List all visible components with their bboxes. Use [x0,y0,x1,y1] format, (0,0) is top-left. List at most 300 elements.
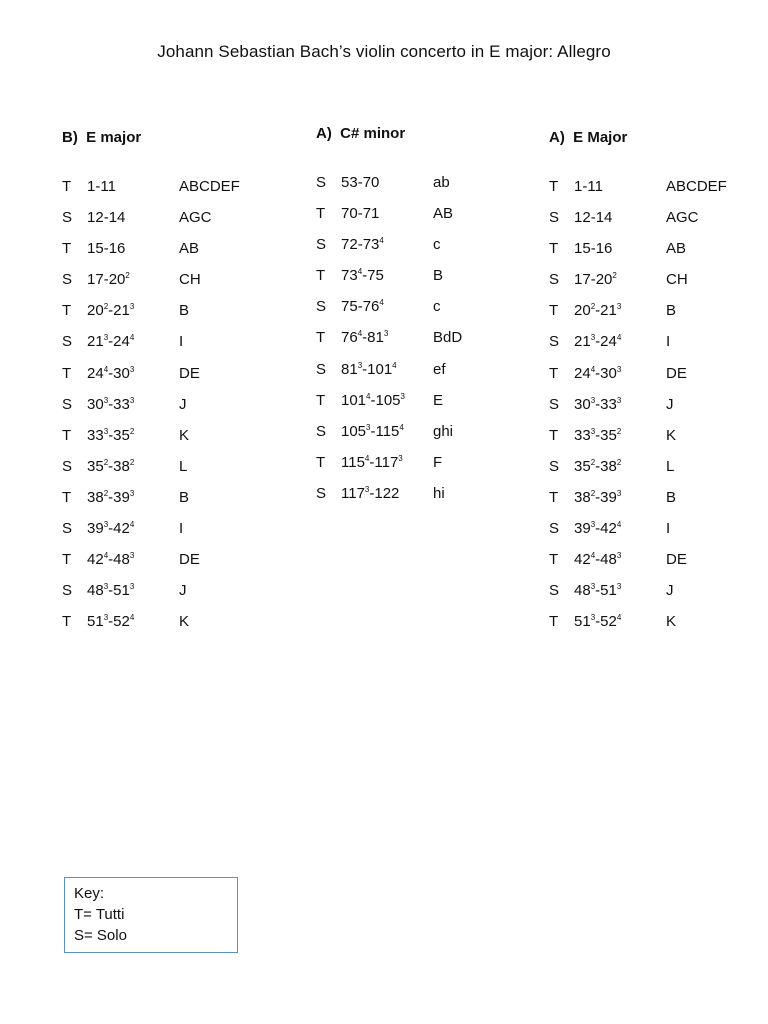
bar-end: 11 [100,178,116,195]
bar-start: 20 [87,302,104,320]
row-bars [87,550,179,570]
bar-range-dash: - [357,298,363,316]
bar-range-dash: - [357,174,363,191]
section-key: C# minor [340,125,406,142]
row-type: S [549,520,560,538]
bar-start: 35 [87,457,104,475]
row-bars [574,332,666,352]
row-bars [574,550,666,570]
row-type: T [62,364,72,382]
table-row [62,426,240,457]
row-bars [574,239,666,259]
bar-end: 42 [113,520,130,538]
row-themes: I [666,333,671,351]
bar-range-dash: - [362,360,368,378]
table-row [316,360,462,391]
row-themes: AB [666,240,687,258]
table-row [62,550,240,581]
row-type: T [549,240,559,258]
bar-start-beat: 3 [103,395,109,405]
row-themes: AB [433,205,454,223]
row-type: S [62,209,73,227]
row-bars [341,204,433,224]
bar-end: 122 [374,484,400,502]
bar-end: 117 [374,453,399,471]
bar-end: 11 [587,178,603,195]
bar-end: 33 [113,395,130,413]
row-themes: I [179,333,184,351]
row-themes: DE [666,364,687,382]
section-key: E major [86,129,142,146]
bar-start: 39 [574,520,591,538]
bar-end: 105 [375,391,401,409]
bar-start-beat: 4 [357,267,363,277]
row-bars [574,364,666,384]
bar-end-beat: 4 [616,333,622,343]
bar-start: 72 [341,236,358,254]
table-row [316,453,462,484]
bar-end: 73 [362,236,380,254]
bar-end: 39 [600,488,617,506]
bar-range-dash: - [95,178,101,195]
bar-start: 35 [574,457,591,475]
key-heading: Key: [74,885,105,902]
bar-start-beat: 3 [366,422,371,432]
row-type: S [549,271,560,289]
bar-end-beat: 3 [129,488,135,498]
bar-start: 12 [574,209,591,227]
table-row [62,301,240,332]
bar-start-beat: 3 [357,360,363,370]
bar-start-beat: 2 [103,302,109,312]
row-type: S [62,395,73,413]
row-bars [87,581,179,601]
row-type: T [62,488,72,506]
bar-range-dash: - [108,551,114,569]
bar-start: 15 [574,240,591,258]
bar-range-dash: - [595,520,601,538]
table-row [549,332,727,363]
bar-end: 76 [362,298,380,316]
bar-end-beat: 3 [398,453,403,463]
row-themes: DE [179,551,200,569]
bar-end-beat: 4 [616,613,622,623]
bar-start: 30 [574,395,591,413]
table-row [62,519,240,550]
row-bars [341,453,433,473]
row-themes: BdD [433,329,463,347]
row-themes: B [666,302,677,320]
section-rows [316,173,462,515]
bar-start: 15 [87,240,104,258]
row-bars [341,173,433,193]
bar-range-dash: - [362,329,368,347]
bar-start-beat: 4 [103,364,109,374]
bar-range-dash: - [108,582,114,600]
bar-range-dash: - [108,364,114,382]
bar-start: 24 [87,364,104,382]
bar-range-dash: - [590,271,596,289]
bar-range-dash: - [595,395,601,413]
bar-end-beat: 4 [379,298,384,308]
table-row [62,364,240,395]
bar-range-dash: - [595,333,601,351]
bar-end-beat: 3 [616,551,622,561]
section-letter: B) [62,129,78,146]
key-line-tutti: T= Tutti [74,906,125,923]
bar-start: 42 [87,551,104,569]
row-type: T [549,613,559,631]
bar-start: 1 [574,178,583,195]
bar-end-beat: 2 [129,457,135,467]
bar-start: 76 [341,329,358,347]
table-row [549,395,727,426]
row-type: S [62,271,73,289]
bar-start: 12 [87,209,104,227]
row-themes: ef [433,360,446,378]
section-letter: A) [316,125,332,142]
row-themes: CH [179,271,201,289]
row-bars [87,395,179,415]
row-bars [574,395,666,415]
table-row [549,612,727,643]
section-letter: A) [549,129,565,146]
row-type: T [62,551,72,569]
table-row [316,204,462,235]
bar-start-beat: 4 [364,453,370,463]
bar-end: 39 [113,488,130,506]
bar-start: 117 [341,484,365,502]
bar-start-beat: 2 [103,457,109,467]
bar-end-beat: 3 [129,364,135,374]
bar-start-beat: 4 [590,364,596,374]
bar-start: 101 [341,391,367,409]
row-bars [574,519,666,539]
bar-end-beat: 3 [129,582,135,592]
section-a-e-major [549,126,727,643]
section-key: E Major [573,129,628,146]
bar-range-dash: - [357,236,363,254]
row-themes: ab [433,174,450,191]
bar-start: 38 [87,488,104,506]
table-row [62,457,240,488]
table-row [549,457,727,488]
row-type: S [316,298,327,316]
section-rows [62,177,240,643]
row-bars [341,422,433,442]
row-bars [574,457,666,477]
row-bars [341,297,433,317]
row-bars [341,391,433,411]
table-row [549,488,727,519]
bar-start-beat: 3 [590,613,596,623]
row-themes: I [666,520,671,538]
key-line-solo: S= Solo [74,927,127,944]
row-type: S [316,422,327,440]
bar-range-dash: - [103,271,109,289]
bar-end: 48 [113,551,130,569]
row-type: T [316,391,326,409]
row-themes: I [179,520,184,538]
row-type: T [316,205,326,223]
bar-start: 39 [87,520,104,538]
row-themes: ghi [433,422,454,440]
bar-range-dash: - [595,426,601,444]
bar-end: 14 [108,209,126,227]
row-bars [574,208,666,228]
table-row [316,328,462,359]
row-themes: AB [179,240,200,258]
section-heading [62,126,240,150]
bar-end-beat: 3 [616,364,622,374]
bar-end: 70 [362,174,380,191]
legend-key-box [64,877,238,953]
bar-start-beat: 3 [103,582,109,592]
table-row [549,364,727,395]
row-themes: B [666,488,677,506]
table-row [62,612,240,643]
bar-end-beat: 2 [612,271,617,281]
bar-range-dash: - [595,582,601,600]
bar-range-dash: - [108,488,114,506]
bar-start-beat: 3 [103,520,109,530]
row-bars [87,426,179,446]
bar-start: 21 [87,333,104,351]
table-row [62,488,240,519]
bar-start-beat: 2 [590,302,596,312]
row-type: S [549,209,560,227]
table-row [62,332,240,363]
bar-range-dash: - [362,267,368,285]
table-row [549,519,727,550]
bar-start: 75 [341,298,358,316]
bar-range-dash: - [357,205,363,223]
row-type: S [549,395,560,413]
bar-start: 105 [341,422,367,440]
bar-end: 21 [113,302,130,320]
row-bars [87,177,179,197]
bar-end-beat: 4 [392,360,397,370]
bar-end-beat: 3 [129,302,135,312]
row-type: T [62,613,72,631]
bar-start-beat: 3 [590,426,596,436]
row-themes: L [179,457,188,475]
bar-start: 20 [574,302,591,320]
bar-start-beat: 3 [590,520,596,530]
bar-start-beat: 2 [590,488,596,498]
bar-end-beat: 4 [129,333,135,343]
bar-start: 48 [87,582,104,600]
bar-end: 75 [367,267,384,285]
bar-end: 35 [113,426,130,444]
bar-end: 33 [600,395,617,413]
row-bars [87,270,179,290]
bar-start: 38 [574,488,591,506]
bar-start-beat: 2 [103,488,109,498]
bar-end: 71 [362,205,380,223]
bar-end-beat: 2 [616,457,622,467]
bar-end: 51 [113,582,130,600]
table-row [316,484,462,515]
row-bars [574,270,666,290]
row-themes: J [179,582,187,600]
bar-end: 20 [108,271,126,289]
bar-start-beat: 3 [103,426,109,436]
table-row [62,270,240,301]
table-row [316,422,462,453]
bar-range-dash: - [108,457,114,475]
bar-start: 70 [341,205,358,223]
bar-end: 24 [600,333,617,351]
bar-range-dash: - [108,520,114,538]
row-themes: K [666,613,677,631]
bar-end: 48 [600,551,617,569]
bar-range-dash: - [595,488,601,506]
bar-start: 1 [87,178,96,195]
bar-range-dash: - [370,391,376,409]
bar-start-beat: 2 [590,457,596,467]
bar-start: 17 [87,271,104,289]
bar-end-beat: 3 [616,582,622,592]
bar-end: 81 [367,329,384,347]
row-type: S [62,582,73,600]
bar-start: 21 [574,333,591,351]
bar-range-dash: - [108,395,114,413]
row-bars [87,239,179,259]
table-row [549,208,727,239]
row-themes: J [666,395,674,413]
bar-end: 30 [113,364,130,382]
bar-end: 35 [600,426,617,444]
row-themes: c [433,298,441,316]
bar-range-dash: - [595,364,601,382]
table-row [62,581,240,612]
bar-end-beat: 4 [616,520,622,530]
row-type: T [316,329,326,347]
bar-start-beat: 3 [364,484,370,494]
row-bars [341,360,433,380]
bar-start: 51 [87,613,104,631]
row-bars [341,235,433,255]
bar-end-beat: 3 [129,551,135,561]
bar-end: 42 [600,520,617,538]
row-themes: K [666,426,677,444]
row-themes: ABCDEF [666,178,727,195]
bar-start: 81 [341,360,358,378]
row-type: S [549,582,560,600]
table-row [549,550,727,581]
row-type: S [549,333,560,351]
row-themes: B [433,267,444,285]
row-themes: E [433,391,444,409]
row-themes: ABCDEF [179,178,240,195]
row-themes: CH [666,271,688,289]
bar-start: 53 [341,174,358,191]
bar-end: 16 [595,240,613,258]
bar-end: 38 [600,457,617,475]
row-type: T [549,426,559,444]
bar-end-beat: 4 [379,236,384,246]
bar-range-dash: - [103,240,109,258]
table-row [62,177,240,208]
row-themes: J [666,582,674,600]
bar-start: 48 [574,582,591,600]
bar-end: 52 [113,613,130,631]
bar-range-dash: - [108,426,114,444]
table-row [549,177,727,208]
bar-start-beat: 4 [366,391,371,401]
row-themes: DE [179,364,200,382]
bar-range-dash: - [595,302,601,320]
bar-end: 24 [113,333,130,351]
table-row [62,239,240,270]
table-row [62,208,240,239]
bar-range-dash: - [369,484,375,502]
row-bars [341,266,433,286]
table-row [316,173,462,204]
bar-start-beat: 3 [590,395,596,405]
row-themes: AGC [179,209,212,227]
row-type: T [62,426,72,444]
row-bars [87,519,179,539]
bar-range-dash: - [108,613,114,631]
row-bars [574,488,666,508]
bar-end-beat: 4 [399,422,404,432]
bar-start-beat: 4 [590,551,596,561]
table-row [549,270,727,301]
bar-start: 73 [341,267,358,285]
row-type: S [62,457,73,475]
bar-range-dash: - [108,333,114,351]
bar-range-dash: - [369,453,375,471]
row-bars [574,177,666,197]
bar-start-beat: 4 [357,329,363,339]
row-type: T [62,178,72,195]
bar-start: 24 [574,364,591,382]
bar-end-beat: 2 [125,271,130,281]
table-row [62,395,240,426]
bar-start-beat: 3 [590,582,596,592]
row-bars [87,301,179,321]
row-bars [574,612,666,632]
bar-end: 21 [600,302,617,320]
bar-start: 30 [87,395,104,413]
row-bars [574,581,666,601]
bar-end: 52 [600,613,617,631]
bar-end-beat: 3 [383,329,389,339]
bar-end: 20 [595,271,613,289]
row-type: S [316,174,327,191]
row-themes: AGC [666,209,699,227]
page-title: Johann Sebastian Bach’s violin concerto in E major: Allegro [157,42,611,61]
bar-start: 33 [87,426,104,444]
bar-start-beat: 3 [590,333,596,343]
row-type: T [62,240,72,258]
bar-start-beat: 3 [103,613,109,623]
bar-end-beat: 3 [129,395,135,405]
bar-end: 38 [113,457,130,475]
table-row [316,266,462,297]
bar-start: 42 [574,551,591,569]
bar-end: 115 [375,422,400,440]
section-b-e-major [62,126,240,643]
bar-end-beat: 2 [616,426,622,436]
bar-start-beat: 4 [103,551,109,561]
table-row [316,297,462,328]
row-type: T [62,302,72,320]
section-a-c-sharp-minor [316,122,462,515]
row-type: S [549,457,560,475]
